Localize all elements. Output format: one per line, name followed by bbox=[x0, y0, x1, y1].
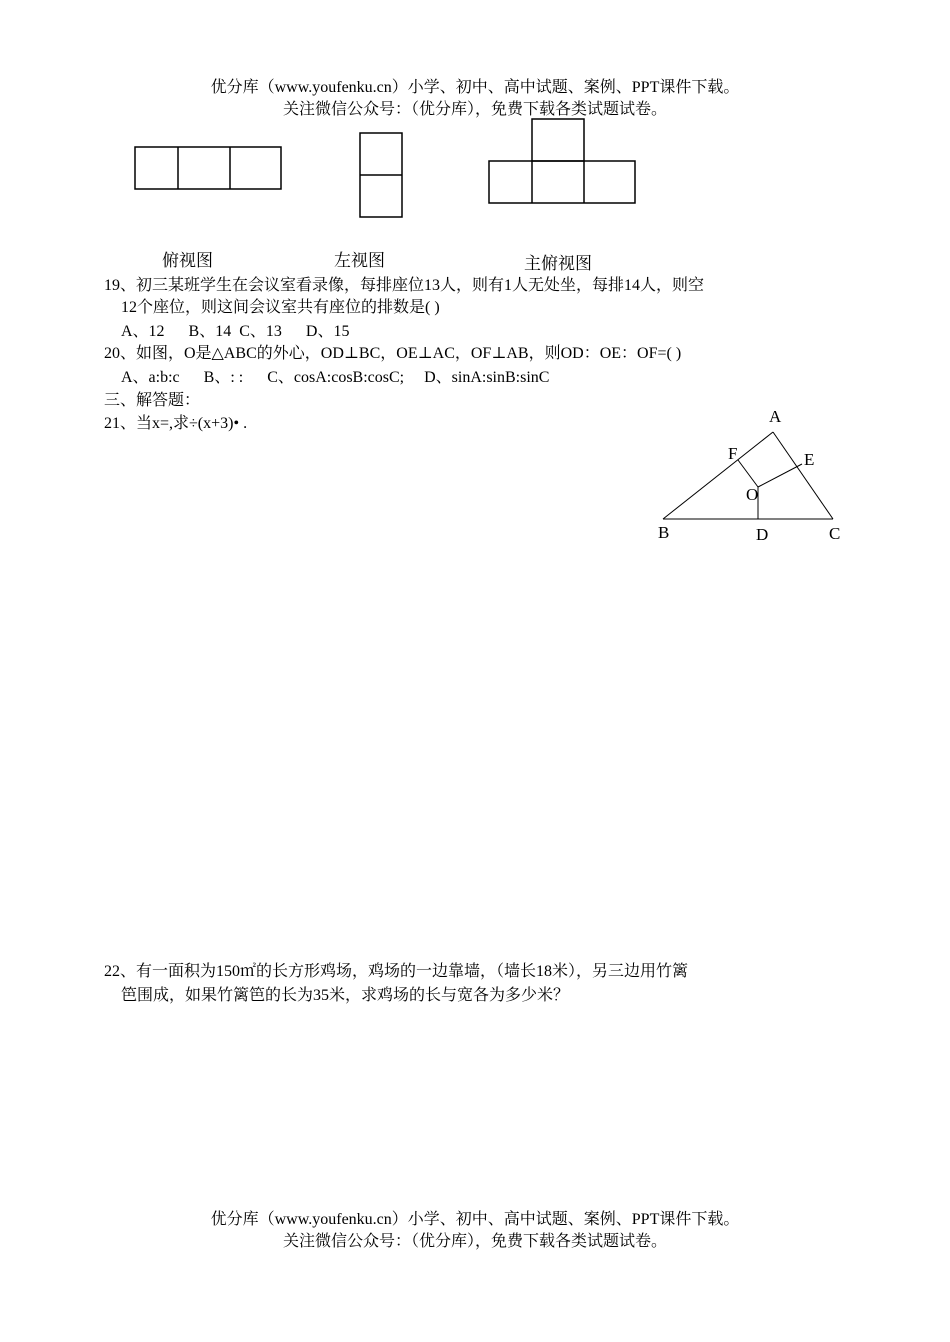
q19-line-2: 12个座位，则这间会议室共有座位的排数是( ) bbox=[121, 299, 440, 316]
label-d: D bbox=[756, 525, 769, 544]
label-o: O bbox=[746, 485, 759, 504]
section-3-heading: 三、解答题： bbox=[104, 392, 201, 409]
q19-options: A、12 B、14 C、13 D、15 bbox=[121, 323, 350, 340]
footer-line-1: 优分库（www.youfenku.cn）小学、初中、高中试题、案例、PPT课件下载。 bbox=[210, 1211, 740, 1228]
footer-line-2: 关注微信公众号：（优分库），免费下载各类试题试卷。 bbox=[282, 1233, 667, 1250]
label-e: E bbox=[804, 450, 815, 469]
side-ab bbox=[663, 432, 773, 519]
q22-line-1: 22、有一面积为150㎡的长方形鸡场，鸡场的一边靠墙，（墙长18米），另三边用竹篱 bbox=[104, 963, 689, 980]
q20-options: A、a:b:c B、: : C、cosA:cosB:cosC; D、sinA:sinB:sinC bbox=[121, 369, 550, 386]
header-line-2: 关注微信公众号：（优分库），免费下载各类试题试卷。 bbox=[282, 101, 667, 118]
header-line-1: 优分库（www.youfenku.cn）小学、初中、高中试题、案例、PPT课件下载。 bbox=[210, 79, 740, 96]
triangle-figure bbox=[0, 0, 950, 560]
front-view-label: 主俯视图 bbox=[524, 254, 592, 273]
q20-line-1: 20、如图，O是△ABC的外心，OD⊥BC，OE⊥AC，OF⊥AB，则OD：OE：OF=( ) bbox=[104, 345, 682, 362]
side-ac bbox=[773, 432, 833, 519]
segment-of bbox=[738, 460, 758, 487]
top-view-label: 俯视图 bbox=[162, 251, 213, 270]
label-b: B bbox=[658, 523, 670, 542]
q22-line-2: 笆围成，如果竹篱笆的长为35米，求鸡场的长与宽各为多少米？ bbox=[121, 987, 570, 1004]
q19-line-1: 19、初三某班学生在会议室看录像，每排座位13人，则有1人无处坐，每排14人，则空 bbox=[104, 277, 705, 294]
label-f: F bbox=[728, 444, 738, 463]
label-c: C bbox=[829, 524, 841, 543]
q21-text: 21、当x=,求÷(x+3)• . bbox=[104, 415, 248, 432]
left-view-label: 左视图 bbox=[334, 251, 385, 270]
label-a: A bbox=[769, 407, 782, 426]
segment-oe bbox=[758, 464, 802, 487]
